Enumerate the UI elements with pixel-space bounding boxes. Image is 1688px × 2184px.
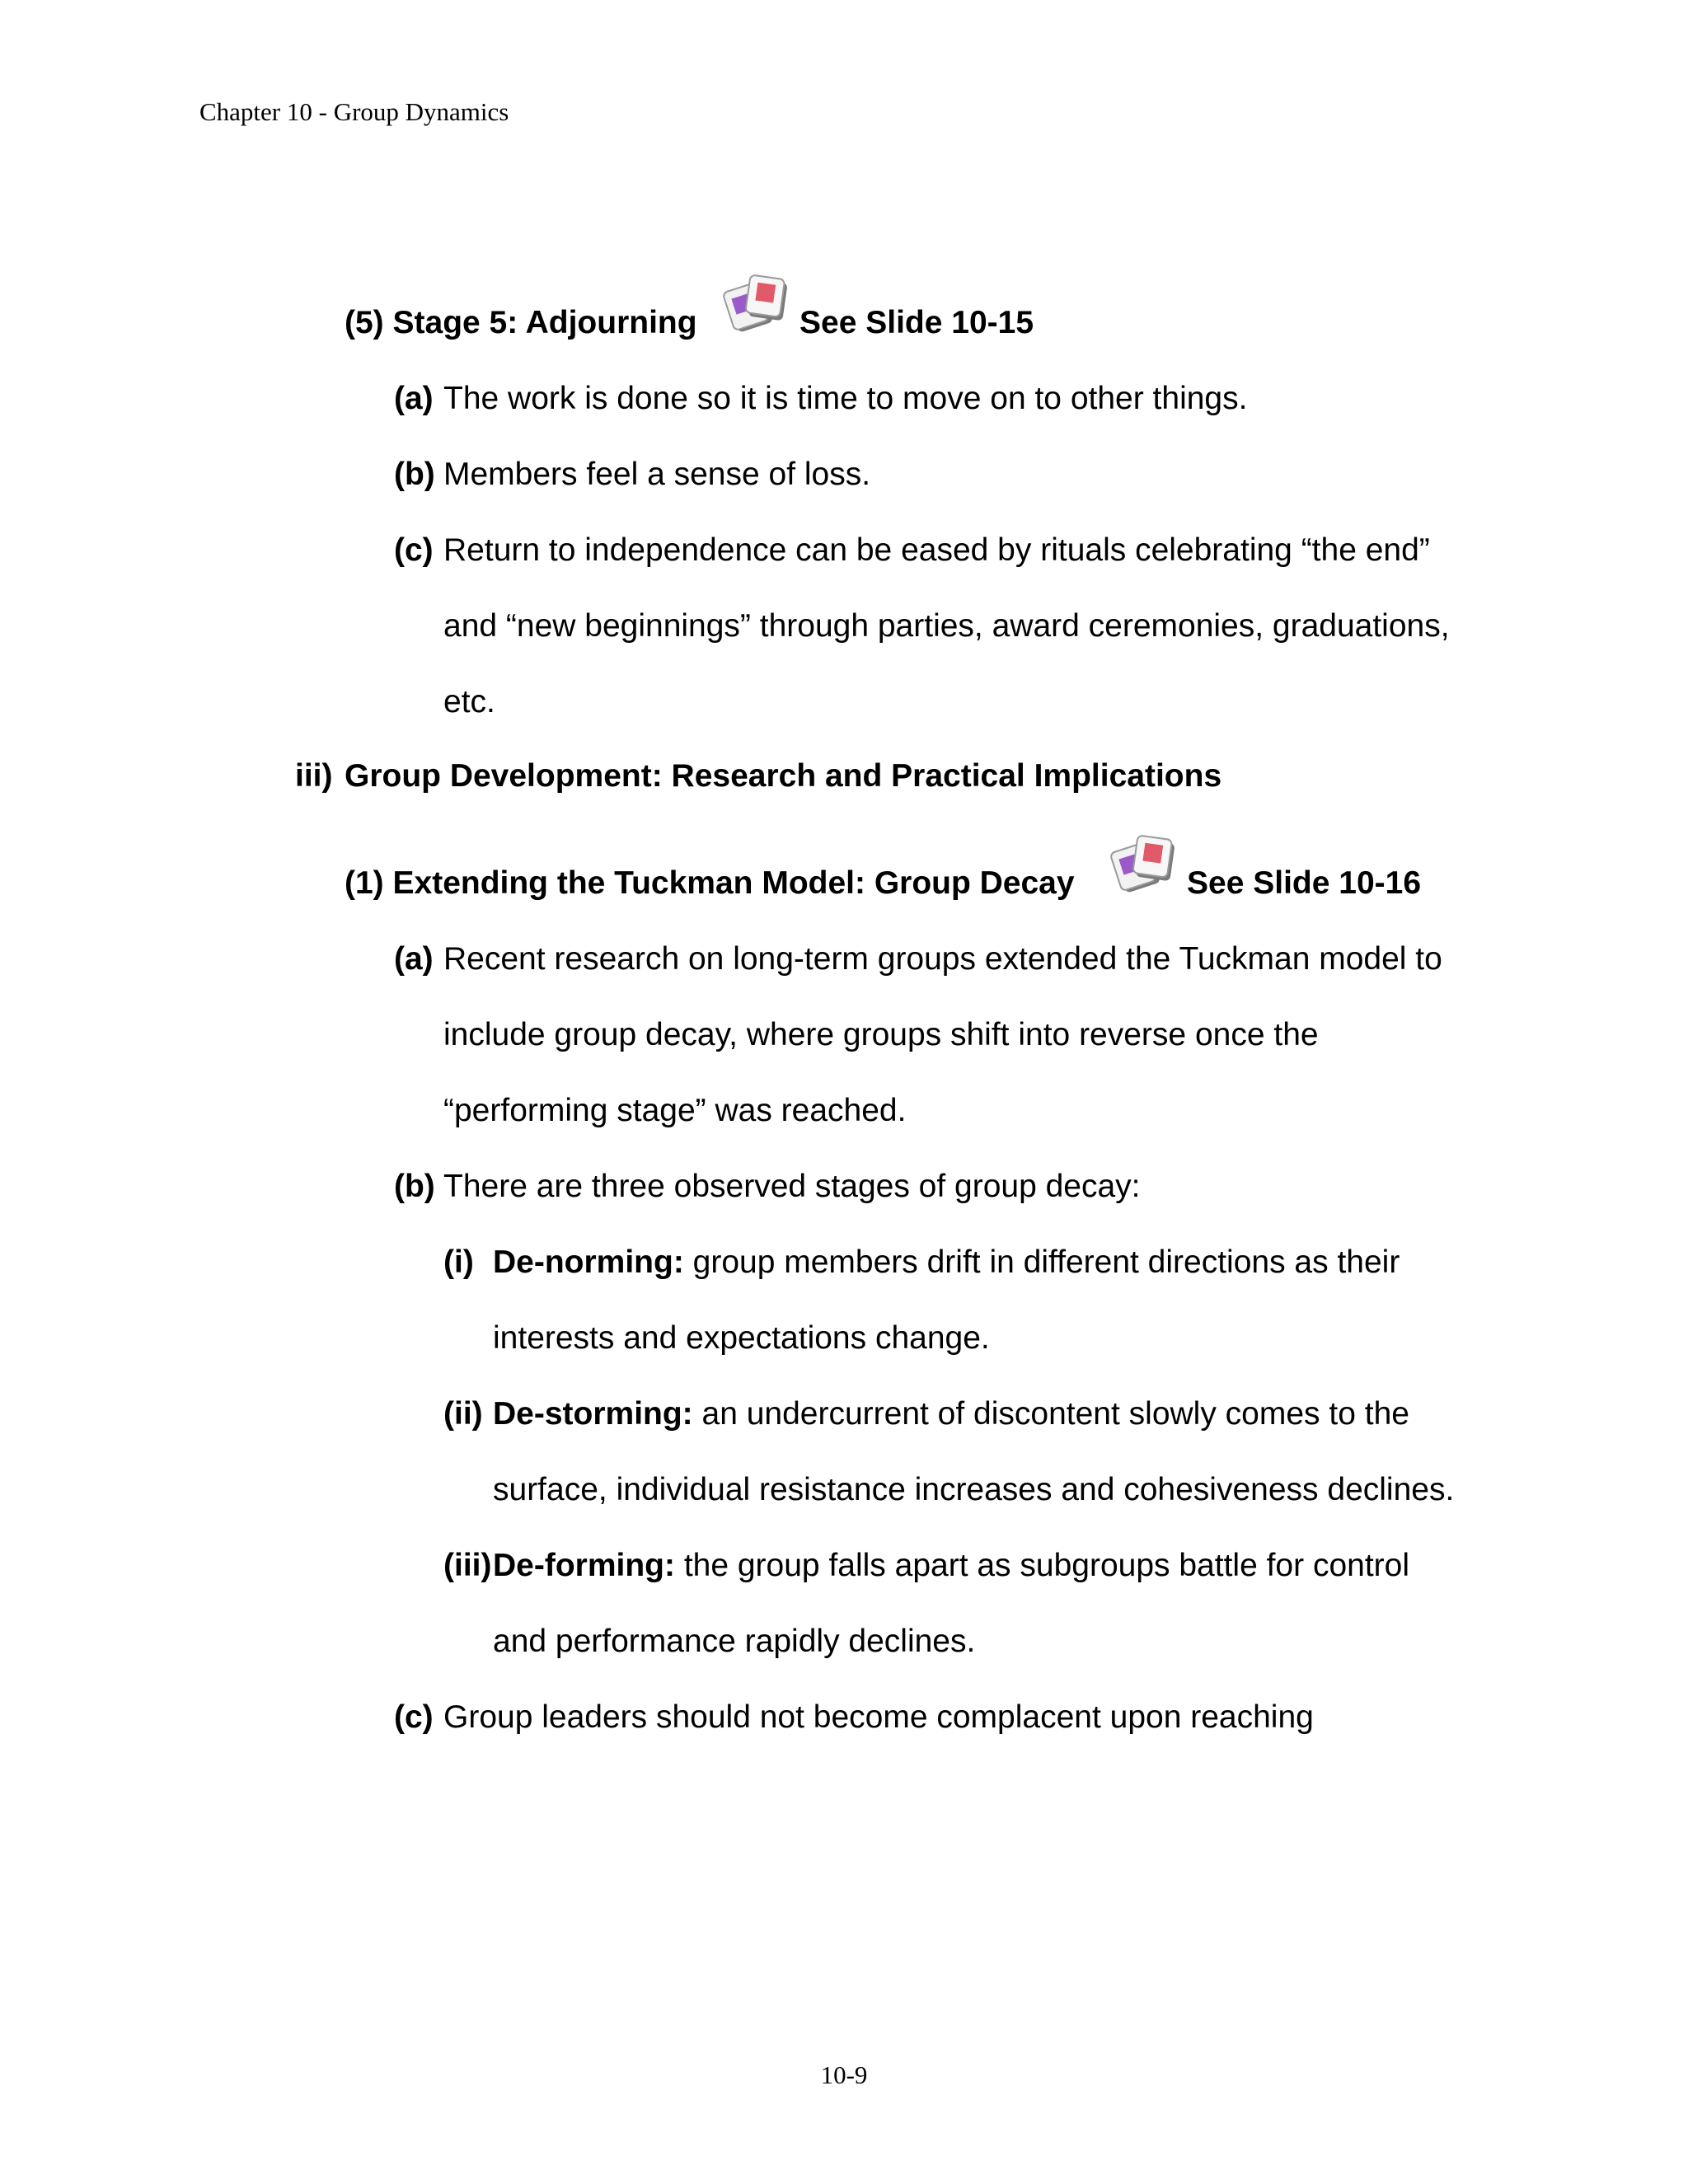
- stage-text: [493, 1243, 1400, 1282]
- page-number: 10-9: [820, 2060, 868, 2089]
- section-label: iii): [295, 758, 333, 794]
- stage-text: [493, 1394, 1409, 1434]
- item-label: (c): [394, 1699, 434, 1735]
- item-text-continued: and “new beginnings” through parties, award ceremonies, graduations,: [443, 608, 1450, 644]
- item-label: (c): [394, 532, 434, 568]
- subsection-heading: (1) Extending the Tuckman Model: Group Decay: [345, 865, 1075, 901]
- section-heading: Group Development: Research and Practical Implications: [345, 758, 1222, 794]
- stage-description: group members drift in different directions as their: [683, 1244, 1400, 1280]
- slide-icon: [1106, 831, 1180, 905]
- item-label: (b): [394, 457, 435, 492]
- item-text: There are three observed stages of group decay:: [443, 1169, 1141, 1204]
- item-text: The work is done so it is time to move on to other things.: [443, 381, 1248, 416]
- item-label: (a): [394, 381, 434, 416]
- stage5-heading: (5) Stage 5: Adjourning: [345, 305, 697, 340]
- item-text: Return to independence can be eased by rituals celebrating “the end”: [443, 532, 1430, 568]
- stage-term: De-storming:: [493, 1396, 693, 1432]
- item-text-continued: etc.: [443, 684, 495, 719]
- stage-text-continued: surface, individual resistance increases and cohesiveness declines.: [493, 1472, 1455, 1507]
- item-text-continued: include group decay, where groups shift into reverse once the: [443, 1017, 1319, 1052]
- stage-description: an undercurrent of discontent slowly comes to the: [692, 1396, 1409, 1432]
- stage-term: De-forming:: [493, 1548, 675, 1583]
- stage-description: the group falls apart as subgroups battle for control: [674, 1548, 1410, 1583]
- stage-term: De-norming:: [493, 1244, 684, 1280]
- stage-text-continued: and performance rapidly declines.: [493, 1624, 976, 1659]
- stage-number: (ii): [443, 1396, 483, 1432]
- item-text-continued: “performing stage” was reached.: [443, 1093, 907, 1128]
- slide-icon: [719, 270, 793, 344]
- stage-text-continued: interests and expectations change.: [493, 1320, 990, 1356]
- item-label: (a): [394, 941, 434, 977]
- item-label: (b): [394, 1169, 435, 1204]
- stage-number: (iii): [443, 1548, 492, 1583]
- slide-reference: See Slide 10-15: [799, 305, 1034, 340]
- item-text: Members feel a sense of loss.: [443, 457, 871, 492]
- slide-reference: See Slide 10-16: [1187, 865, 1422, 901]
- item-text: Recent research on long-term groups extended the Tuckman model to: [443, 941, 1442, 977]
- running-header: Chapter 10 - Group Dynamics: [199, 97, 509, 126]
- item-text: Group leaders should not become complacent upon reaching: [443, 1699, 1314, 1735]
- stage-number: (i): [443, 1244, 474, 1280]
- stage-text: [493, 1546, 1409, 1586]
